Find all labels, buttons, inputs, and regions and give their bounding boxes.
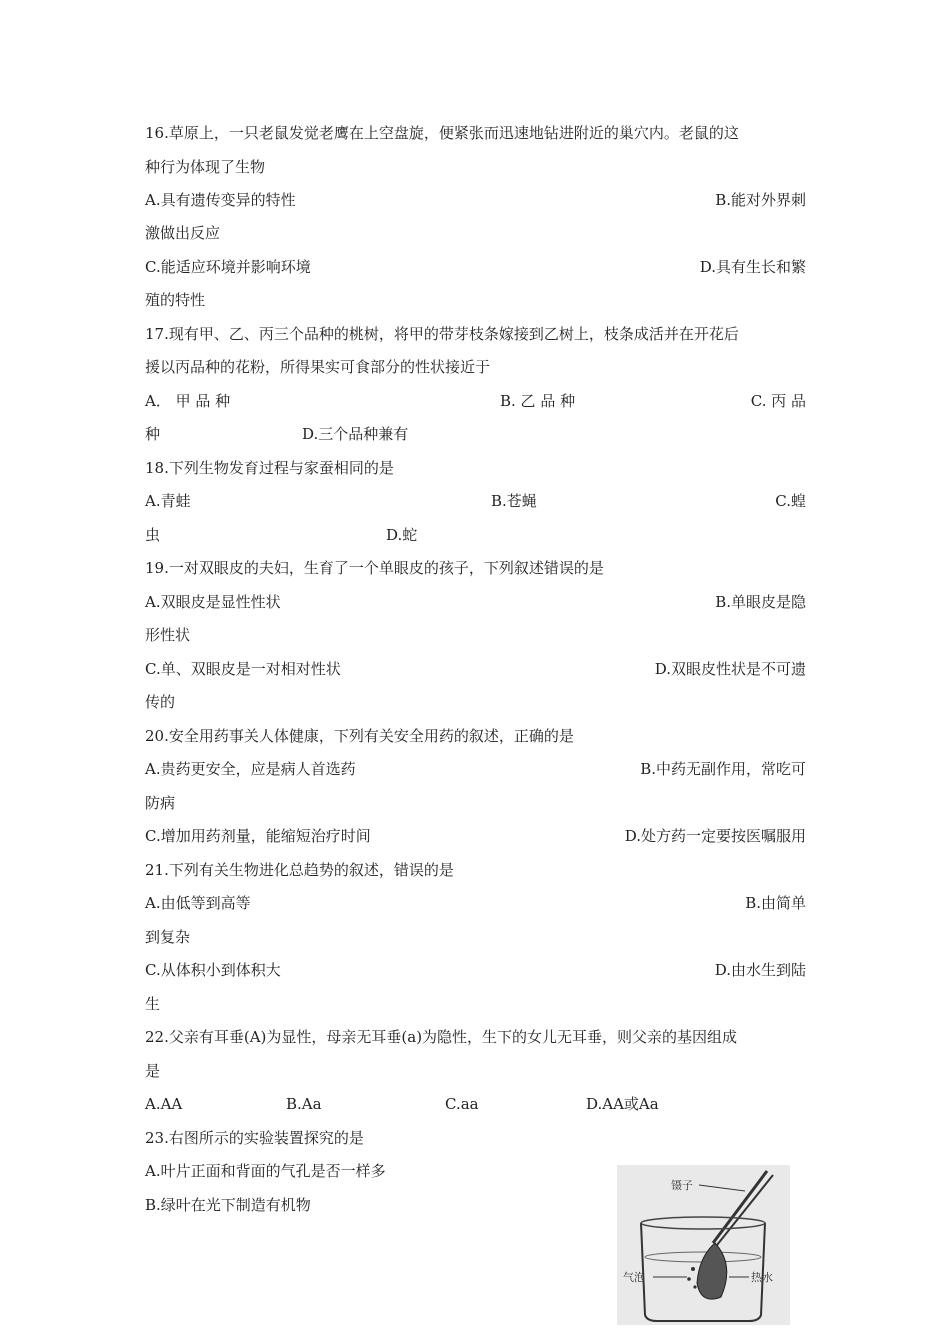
q17-options-abc	[145, 384, 806, 418]
q16-option-d-wrap	[145, 283, 806, 317]
option-d: D.由水生到陆	[714, 961, 806, 979]
option-c: C.增加用药剂量，能缩短治疗时间	[145, 827, 371, 845]
option-c: C.aa	[445, 1095, 479, 1113]
option-d-continued: 殖的特性	[145, 291, 206, 309]
question-text: 17.现有甲、乙、丙三个品种的桃树，将甲的带芽枝条嫁接到乙树上，枝条成活并在开花后	[145, 325, 739, 343]
question-text: 22.父亲有耳垂(A)为显性，母亲无耳垂(a)为隐性，生下的女儿无耳垂，则父亲的基因组成	[145, 1028, 738, 1046]
question-text: 23.右图所示的实验装置探究的是	[145, 1129, 364, 1147]
q19-stem	[145, 551, 806, 585]
q22-options	[145, 1087, 806, 1121]
label-hot-water: 热水	[751, 1271, 773, 1284]
option-b: B. 乙 品 种	[500, 392, 576, 410]
option-a: A.双眼皮是显性性状	[145, 593, 281, 611]
option-a: A.AA	[145, 1095, 183, 1113]
q19-options-cd	[145, 652, 806, 686]
option-a: A.叶片正面和背面的气孔是否一样多	[145, 1162, 386, 1180]
q19-option-d-wrap	[145, 685, 806, 719]
option-a: A． 甲 品 种	[145, 392, 231, 410]
option-b: B.中药无副作用，常吃可	[640, 760, 806, 778]
option-a: A.青蛙	[145, 492, 191, 510]
label-bubble: 气泡	[623, 1271, 645, 1284]
q21-stem	[145, 853, 806, 887]
option-d-continued: 生	[145, 995, 161, 1013]
option-c-continued: 种	[145, 425, 161, 443]
bubble-icon	[687, 1267, 696, 1289]
option-c-continued: 虫	[145, 526, 161, 544]
option-d: D.AA或Aa	[586, 1095, 659, 1113]
question-text: 种行为体现了生物	[145, 158, 266, 176]
option-b: B.Aa	[286, 1095, 322, 1113]
q21-option-b-wrap	[145, 920, 806, 954]
q19-option-b-wrap	[145, 618, 806, 652]
q23-stem	[145, 1121, 806, 1155]
option-d: D.具有生长和繁	[699, 258, 806, 276]
option-a: A.具有遗传变异的特性	[145, 191, 296, 209]
q17-stem-line1	[145, 317, 806, 351]
option-b-continued: 形性状	[145, 626, 191, 644]
q18-stem	[145, 451, 806, 485]
q16-stem-line2	[145, 150, 806, 184]
option-c: C. 丙 品	[750, 392, 806, 410]
q20-option-b-wrap	[145, 786, 806, 820]
q21-option-d-wrap	[145, 987, 806, 1021]
q18-options-abc	[145, 484, 806, 518]
option-c: C.从体积小到体积大	[145, 961, 281, 979]
q20-options-cd	[145, 819, 806, 853]
option-b-continued: 激做出反应	[145, 224, 221, 242]
leaf-icon	[697, 1243, 727, 1299]
option-b: B.由简单	[745, 894, 806, 912]
option-d-continued: 传的	[145, 693, 176, 711]
beaker-diagram	[617, 1165, 790, 1325]
option-b: B.绿叶在光下制造有机物	[145, 1196, 311, 1214]
q21-options-ab	[145, 886, 806, 920]
question-text: 19.一对双眼皮的夫妇，生育了一个单眼皮的孩子，下列叙述错误的是	[145, 559, 604, 577]
question-text: 是	[145, 1062, 161, 1080]
option-b: B.单眼皮是隐	[715, 593, 806, 611]
q20-options-ab	[145, 752, 806, 786]
q17-options-cd-wrap	[145, 417, 806, 451]
q22-stem-line1	[145, 1020, 806, 1054]
question-text: 16.草原上，一只老鼠发觉老鹰在上空盘旋，便紧张而迅速地钻进附近的巢穴内。老鼠的这	[145, 124, 739, 142]
q17-stem-line2	[145, 350, 806, 384]
q18-options-cd-wrap	[145, 518, 806, 552]
q22-stem-line2	[145, 1054, 806, 1088]
option-d: D.蛇	[386, 526, 418, 544]
q16-stem-line1	[145, 116, 806, 150]
option-b-continued: 防病	[145, 794, 176, 812]
label-tweezers: 镊子	[671, 1179, 693, 1192]
question-text: 21.下列有关生物进化总趋势的叙述，错误的是	[145, 861, 454, 879]
experiment-figure	[617, 1165, 790, 1325]
option-a: A.贵药更安全，应是病人首选药	[145, 760, 356, 778]
question-text: 20.安全用药事关人体健康，下列有关安全用药的叙述，正确的是	[145, 727, 574, 745]
option-d: D.双眼皮性状是不可遗	[654, 660, 806, 678]
option-d: D.处方药一定要按医嘱服用	[624, 827, 806, 845]
option-a: A.由低等到高等	[145, 894, 251, 912]
q20-stem	[145, 719, 806, 753]
option-b: B.苍蝇	[491, 492, 537, 510]
option-c: C.单、双眼皮是一对相对性状	[145, 660, 341, 678]
q16-option-b-wrap	[145, 216, 806, 250]
option-c: C.能适应环境并影响环境	[145, 258, 311, 276]
question-text: 18.下列生物发育过程与家蚕相同的是	[145, 459, 394, 477]
option-c: C.蝗	[775, 492, 806, 510]
option-b-continued: 到复杂	[145, 928, 191, 946]
q21-options-cd	[145, 953, 806, 987]
option-b: B.能对外界刺	[715, 191, 806, 209]
question-text: 援以丙品种的花粉，所得果实可食部分的性状接近于	[145, 358, 491, 376]
q19-options-ab	[145, 585, 806, 619]
option-d: D.三个品种兼有	[302, 425, 409, 443]
q16-options-cd	[145, 250, 806, 284]
q16-options-ab	[145, 183, 806, 217]
